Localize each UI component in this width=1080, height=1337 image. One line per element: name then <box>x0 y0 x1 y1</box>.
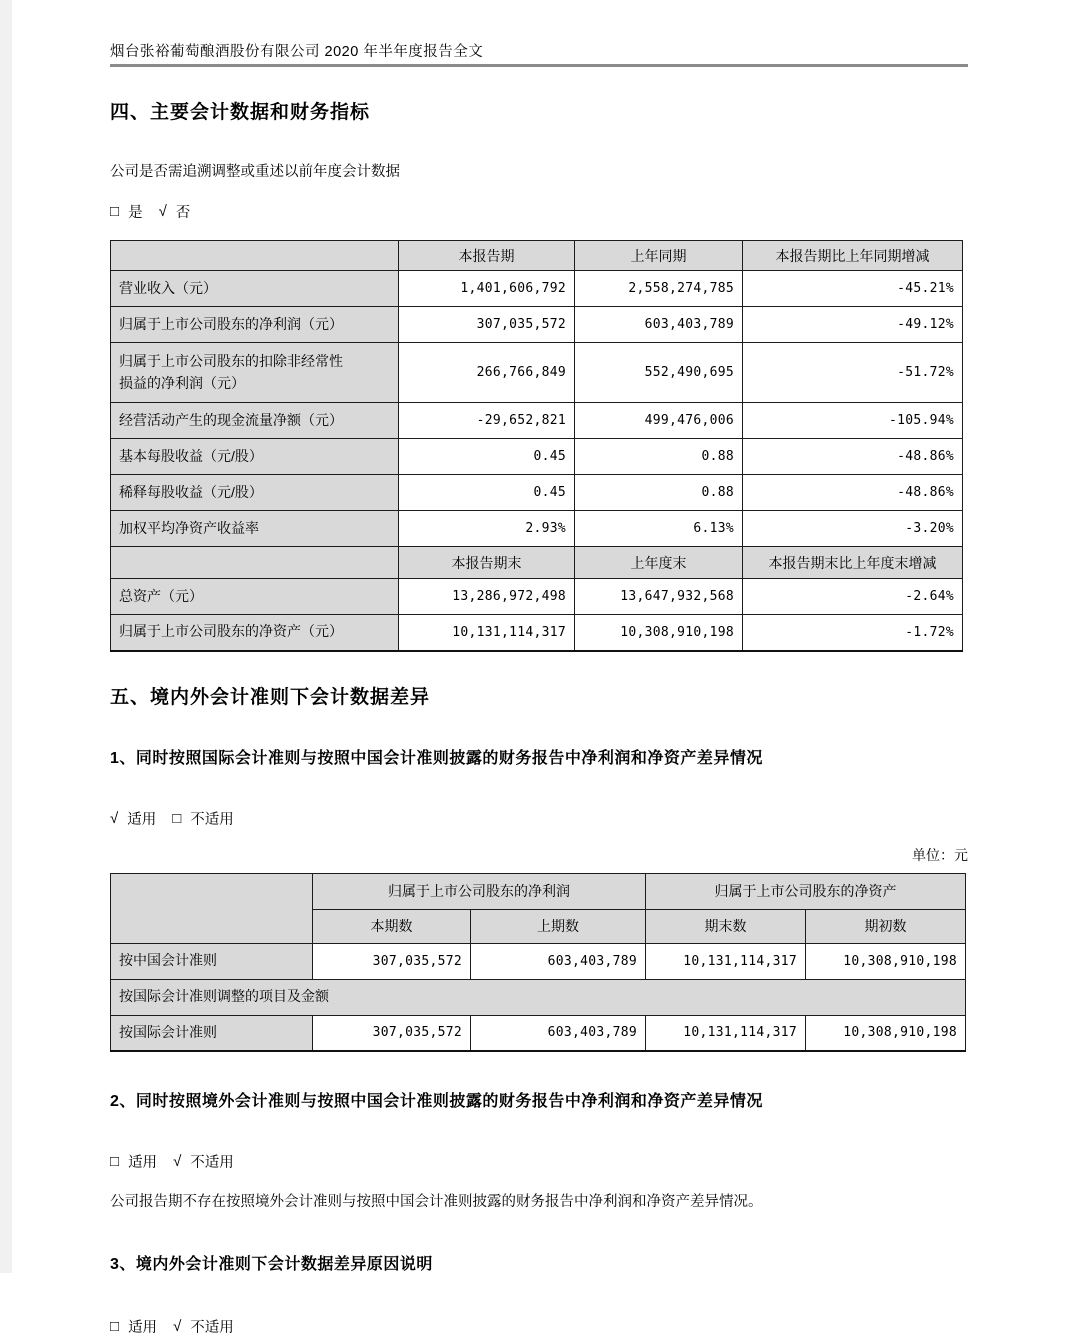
table2-col-beginning-amount: 期初数 <box>806 909 966 943</box>
choice-option-no <box>159 201 191 222</box>
change-value: -3.20% <box>743 511 963 547</box>
current-period-value: 266,766,849 <box>399 343 575 403</box>
net-profit-current: 307,035,572 <box>313 1015 471 1051</box>
metric-label: 经营活动产生的现金流量净额（元） <box>111 403 399 439</box>
table-row <box>111 439 963 475</box>
current-period-value: 2.93% <box>399 511 575 547</box>
choice-option-label: 不适用 <box>190 1320 234 1336</box>
checkbox-unchecked-icon: □ <box>172 809 182 827</box>
viewer-left-edge <box>0 0 12 1273</box>
table-row <box>111 511 963 547</box>
change-value: -105.94% <box>743 403 963 439</box>
prior-period-value: 0.88 <box>575 475 743 511</box>
choice-option-label: 适用 <box>128 1155 158 1171</box>
net-profit-current: 307,035,572 <box>313 943 471 979</box>
applicable-choice-row-2 <box>110 1151 968 1172</box>
choice-option-label: 是 <box>128 205 143 221</box>
choice-option-label: 不适用 <box>190 811 234 828</box>
change-value: -2.64% <box>743 579 963 615</box>
table2-span-row <box>111 979 966 1015</box>
table2-col-ending-amount: 期末数 <box>646 909 806 943</box>
choice-option-label: 适用 <box>128 1320 158 1336</box>
current-period-value: 307,035,572 <box>399 307 575 343</box>
net-assets-ending: 10,131,114,317 <box>646 1015 806 1051</box>
checkmark-icon: √ <box>110 809 119 827</box>
applicable-choice-row-3 <box>110 1316 968 1337</box>
standard-label: 按国际会计准则 <box>111 1015 313 1051</box>
applicable-choice-row-1 <box>110 808 968 829</box>
current-period-value: -29,652,821 <box>399 403 575 439</box>
table2-col-current-amount: 本期数 <box>313 909 471 943</box>
table1-period-end-header-row <box>111 547 963 579</box>
current-period-value: 1,401,606,792 <box>399 271 575 307</box>
choice-option-label: 否 <box>175 205 191 221</box>
prior-period-value: 13,647,932,568 <box>575 579 743 615</box>
prior-period-value: 10,308,910,198 <box>575 615 743 651</box>
choice-option-yes <box>110 201 143 222</box>
document-header-title: 烟台张裕葡萄酿酒股份有限公司 2020 年半年度报告全文 <box>110 40 968 67</box>
choice-option-applicable <box>110 1316 157 1337</box>
table2-group-header-row <box>111 873 966 909</box>
key-financials-table <box>110 240 963 652</box>
net-assets-beginning: 10,308,910,198 <box>806 943 966 979</box>
checkbox-unchecked-icon: □ <box>110 1153 120 1170</box>
net-assets-ending: 10,131,114,317 <box>646 943 806 979</box>
choice-option-label: 不适用 <box>190 1155 234 1171</box>
table-row <box>111 403 963 439</box>
table1-header-empty <box>111 241 399 271</box>
change-value: -45.21% <box>743 271 963 307</box>
prior-period-value: 6.13% <box>575 511 743 547</box>
table1-col-period-end: 本报告期末 <box>399 547 575 579</box>
table-row <box>111 475 963 511</box>
checkbox-unchecked-icon: □ <box>110 1318 120 1335</box>
prior-period-value: 552,490,695 <box>575 343 743 403</box>
net-assets-beginning: 10,308,910,198 <box>806 1015 966 1051</box>
metric-label: 营业收入（元） <box>111 271 399 307</box>
table-row <box>111 271 963 307</box>
table-row <box>111 943 966 979</box>
no-difference-note: 公司报告期不存在按照境外会计准则与按照中国会计准则披露的财务报告中净利润和净资产差异情况。 <box>110 1194 763 1210</box>
current-period-value: 0.45 <box>399 439 575 475</box>
table1-header-empty <box>111 547 399 579</box>
metric-label: 加权平均净资产收益率 <box>111 511 399 547</box>
table2-header-empty <box>111 873 313 943</box>
table1-col-prior-year-end: 上年度末 <box>575 547 743 579</box>
metric-label: 基本每股收益（元/股） <box>111 439 399 475</box>
table1-col-change: 本报告期比上年同期增减 <box>743 241 963 271</box>
choice-option-label: 适用 <box>127 811 157 828</box>
net-profit-prior: 603,403,789 <box>471 943 646 979</box>
prior-period-value: 603,403,789 <box>575 307 743 343</box>
metric-label: 归属于上市公司股东的净利润（元） <box>111 307 399 343</box>
section-5-heading: 五、境内外会计准则下会计数据差异 <box>110 686 431 708</box>
subsection-3-heading: 3、境内外会计准则下会计数据差异原因说明 <box>110 1256 433 1273</box>
change-value: -51.72% <box>743 343 963 403</box>
choice-option-not-applicable <box>173 1316 234 1337</box>
table-row <box>111 579 963 615</box>
checkmark-icon: √ <box>158 203 167 220</box>
table2-group-net-profit: 归属于上市公司股东的净利润 <box>313 873 646 909</box>
subsection-2-heading: 2、同时按照境外会计准则与按照中国会计准则披露的财务报告中净利润和净资产差异情况 <box>110 1093 763 1110</box>
change-value: -1.72% <box>743 615 963 651</box>
change-value: -48.86% <box>743 439 963 475</box>
table1-header-row <box>111 241 963 271</box>
choice-option-not-applicable <box>172 808 234 829</box>
choice-option-applicable <box>110 808 156 829</box>
change-value: -49.12% <box>743 307 963 343</box>
prior-period-value: 0.88 <box>575 439 743 475</box>
unit-note: 单位：元 <box>912 846 968 863</box>
table-row <box>111 615 963 651</box>
choice-option-applicable <box>110 1151 157 1172</box>
report-page <box>110 0 968 1337</box>
table2-group-net-assets: 归属于上市公司股东的净资产 <box>646 873 966 909</box>
checkmark-icon: √ <box>173 1153 182 1170</box>
metric-label: 总资产（元） <box>111 579 399 615</box>
prior-period-value: 2,558,274,785 <box>575 271 743 307</box>
checkbox-unchecked-icon: □ <box>110 203 120 220</box>
table1-col-prior-period: 上年同期 <box>575 241 743 271</box>
checkmark-icon: √ <box>173 1318 182 1335</box>
metric-label: 归属于上市公司股东的净资产（元） <box>111 615 399 651</box>
accounting-standards-diff-table <box>110 873 966 1053</box>
standard-label: 按中国会计准则 <box>111 943 313 979</box>
table1-col-end-change: 本报告期末比上年度末增减 <box>743 547 963 579</box>
prior-period-value: 499,476,006 <box>575 403 743 439</box>
current-period-value: 13,286,972,498 <box>399 579 575 615</box>
section-4-heading: 四、主要会计数据和财务指标 <box>110 102 371 123</box>
adjustment-items-label: 按国际会计准则调整的项目及金额 <box>111 979 966 1015</box>
table-row <box>111 1015 966 1051</box>
restatement-question: 公司是否需追溯调整或重述以前年度会计数据 <box>110 164 400 180</box>
table-row <box>111 343 963 403</box>
subsection-1-heading: 1、同时按照国际会计准则与按照中国会计准则披露的财务报告中净利润和净资产差异情况 <box>110 749 763 767</box>
table1-col-current-period: 本报告期 <box>399 241 575 271</box>
current-period-value: 10,131,114,317 <box>399 615 575 651</box>
change-value: -48.86% <box>743 475 963 511</box>
restatement-choice-row <box>110 201 968 222</box>
table-row <box>111 307 963 343</box>
net-profit-prior: 603,403,789 <box>471 1015 646 1051</box>
current-period-value: 0.45 <box>399 475 575 511</box>
metric-label: 稀释每股收益（元/股） <box>111 475 399 511</box>
choice-option-not-applicable <box>173 1151 234 1172</box>
metric-label: 归属于上市公司股东的扣除非经常性损益的净利润（元） <box>111 343 399 403</box>
table2-col-prior-amount: 上期数 <box>471 909 646 943</box>
